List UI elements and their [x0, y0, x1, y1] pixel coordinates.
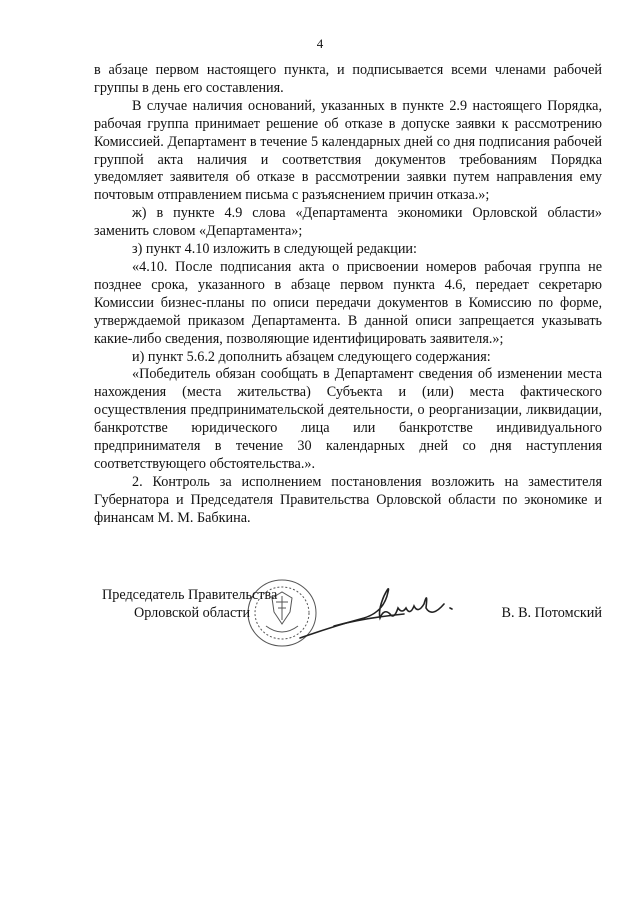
- paragraph: з) пункт 4.10 изложить в следующей редакции:: [132, 241, 417, 258]
- signatory-title: Председатель Правительства: [102, 587, 278, 603]
- paragraph: и) пункт 5.6.2 дополнить абзацем следующего содержания:: [132, 348, 491, 365]
- signature-block: [94, 578, 602, 648]
- paragraph: ж) в пункте 4.9 слова «Департамента экономики Орловской области» заменить словом «Департамента»;: [94, 205, 602, 240]
- signatory-name: В. В. Потомский: [501, 605, 602, 621]
- document-body: [94, 62, 602, 528]
- paragraph: 2. Контроль за исполнением постановления возложить на заместителя Губернатора и Председателя Правительства Орловской области по экономике и финансам М. М. Бабкина.: [94, 473, 602, 526]
- paragraph: «4.10. После подписания акта о присвоении номеров рабочая группа не позднее срока, указанного в абзаце первом пункта 4.6, передает секретарю Комиссии бизнес-планы по описи передачи документов в Комиссию по форме, утверждаемой приказом Департамента. В данной описи запрещается указывать какие-либо сведения, позволяющие идентифицировать заявителя.»;: [94, 258, 602, 347]
- paragraph: в абзаце первом настоящего пункта, и подписывается всеми членами рабочей группы в день его составления.: [94, 62, 602, 96]
- paragraph: В случае наличия оснований, указанных в пункте 2.9 настоящего Порядка, рабочая группа принимает решение об отказе в допуске заявки к рассмотрению Комиссией. Департамент в течение 5 календарных дней со дня подписания рабочей группой акта наличия и соответствия документов требованиям Порядка уведомляет заявителя об отказе в рассмотрении заявки путем направления ему почтовым отправлением письма с разъяснением причин отказа.»;: [94, 97, 602, 204]
- handwritten-signature: [294, 578, 464, 648]
- paragraph: «Победитель обязан сообщать в Департамент сведения об изменении места нахождения (места жительства) Субъекта и (или) места фактического осуществления предпринимательской деятельности, о реорганизации, ликвидации, банкротстве юридического лица или банкротстве индивидуального предпринимателя в течение 30 календарных дней со дня наступления соответствующего обстоятельства.».: [94, 366, 602, 472]
- page-number: 4: [316, 36, 324, 51]
- signatory-region: Орловской области: [134, 605, 251, 621]
